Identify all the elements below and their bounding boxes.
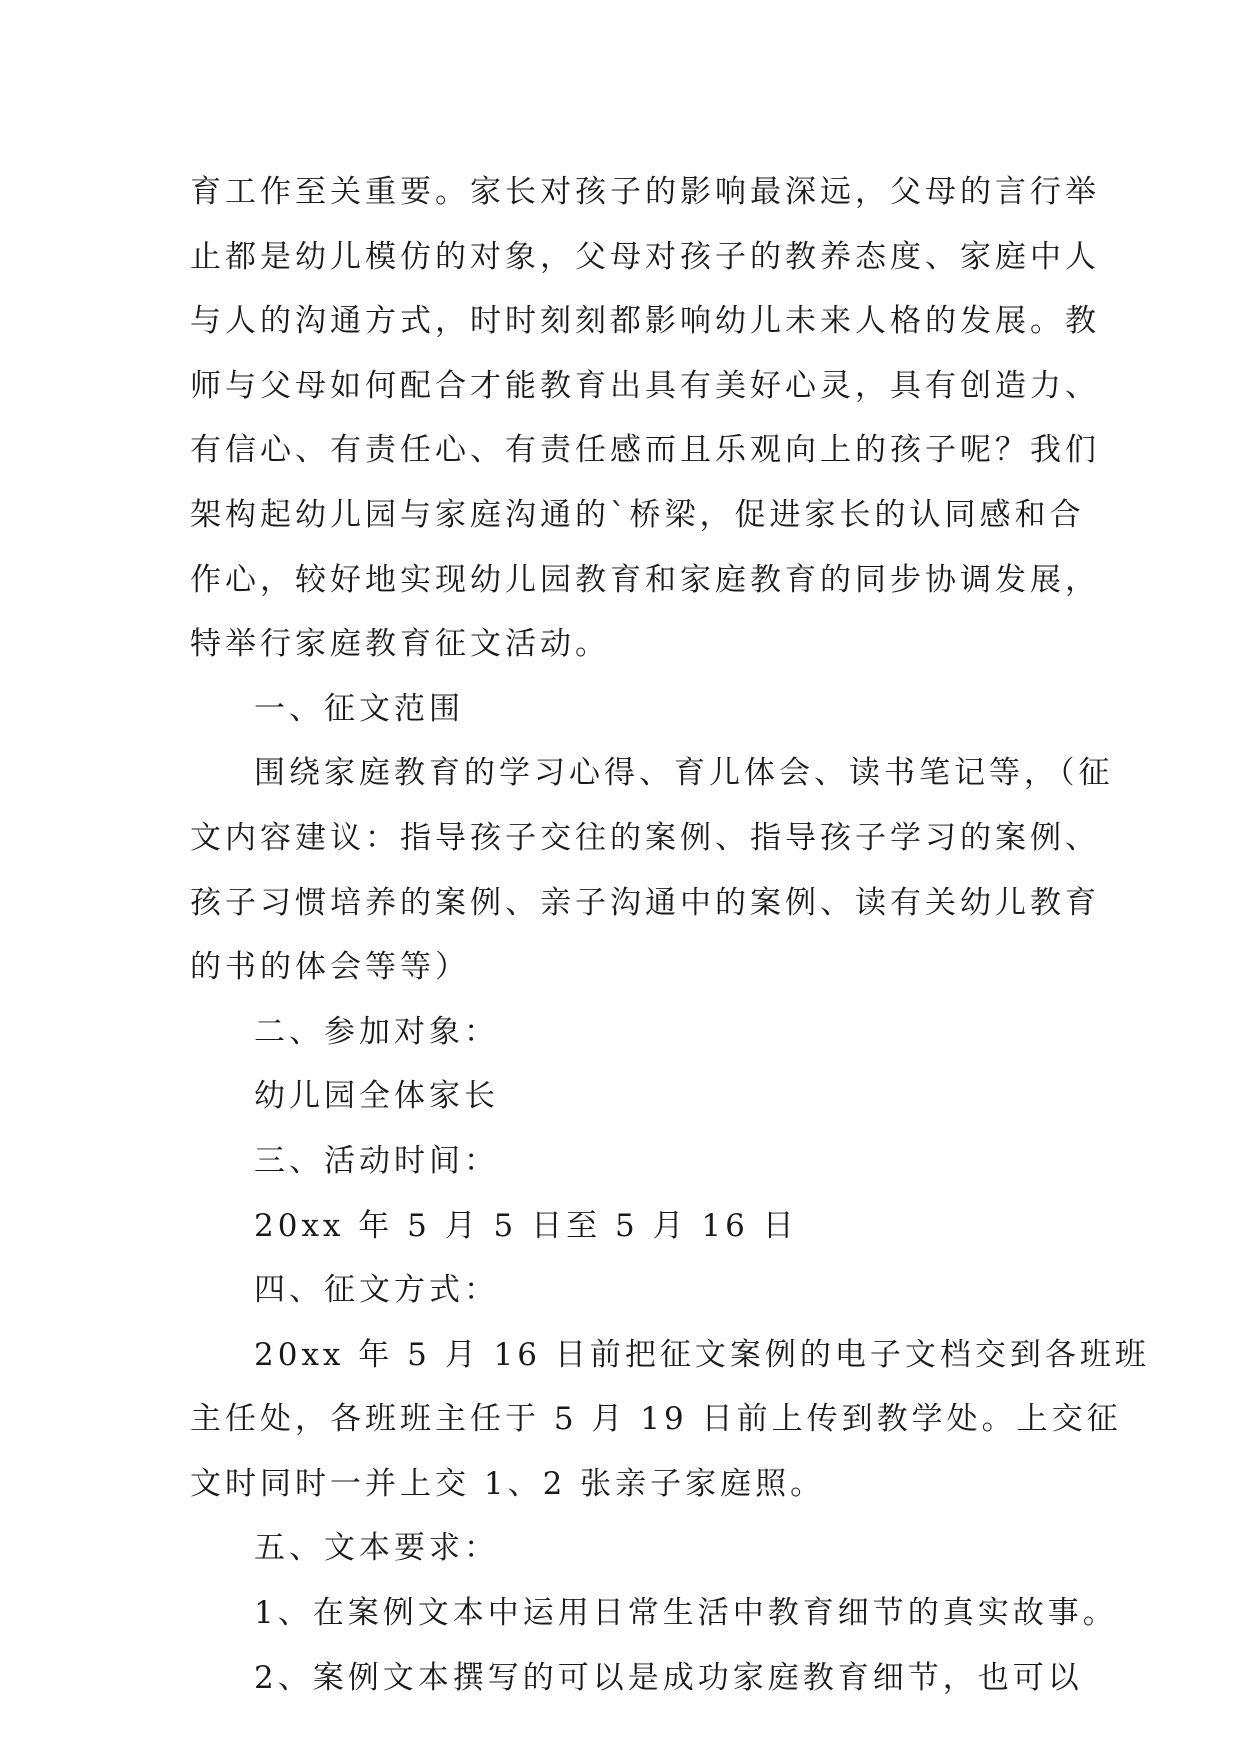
paragraph-line: 孩子习惯培养的案例、亲子沟通中的案例、读有关幼儿教育 <box>190 884 1100 921</box>
document-body <box>190 160 1150 1710</box>
paragraph-line: 文内容建议：指导孩子交往的案例、指导孩子学习的案例、 <box>190 819 1100 856</box>
paragraph-line: 20xx 年 5 月 16 日前把征文案例的电子文档交到各班班 <box>254 1336 1150 1373</box>
section-heading: 五、文本要求： <box>254 1530 499 1567</box>
paragraph-line: 特举行家庭教育征文活动。 <box>190 626 610 663</box>
paragraph-line: 与人的沟通方式，时时刻刻都影响幼儿未来人格的发展。教 <box>190 303 1100 340</box>
paragraph-line: 架构起幼儿园与家庭沟通的`桥梁，促进家长的认同感和合 <box>190 496 1085 533</box>
paragraph-line: 20xx 年 5 月 5 日至 5 月 16 日 <box>254 1207 798 1244</box>
section-heading: 三、活动时间： <box>254 1142 499 1179</box>
paragraph-line: 主任处，各班班主任于 5 月 19 日前上传到教学处。上交征 <box>190 1401 1122 1438</box>
paragraph-line: 幼儿园全体家长 <box>254 1078 499 1115</box>
paragraph-line: 育工作至关重要。家长对孩子的影响最深远，父母的言行举 <box>190 174 1100 210</box>
paragraph-line: 有信心、有责任心、有责任感而且乐观向上的孩子呢？我们 <box>190 432 1100 469</box>
list-item: 2、案例文本撰写的可以是成功家庭教育细节，也可以 <box>254 1659 1083 1696</box>
paragraph-line: 围绕家庭教育的学习心得、育儿体会、读书笔记等，（征 <box>254 755 1114 792</box>
paragraph-line: 文时同时一并上交 1、2 张亲子家庭照。 <box>190 1465 826 1502</box>
paragraph-line: 师与父母如何配合才能教育出具有美好心灵，具有创造力、 <box>190 367 1100 404</box>
list-item: 1、在案例文本中运用日常生活中教育细节的真实故事。 <box>254 1595 1118 1632</box>
section-heading: 四、征文方式： <box>254 1272 499 1309</box>
paragraph-line: 止都是幼儿模仿的对象，父母对孩子的教养态度、家庭中人 <box>190 238 1100 275</box>
paragraph-line: 作心，较好地实现幼儿园教育和家庭教育的同步协调发展， <box>190 561 1100 598</box>
section-heading: 二、参加对象： <box>254 1013 499 1050</box>
paragraph-line: 的书的体会等等） <box>190 949 470 986</box>
section-heading: 一、征文范围 <box>254 690 464 727</box>
